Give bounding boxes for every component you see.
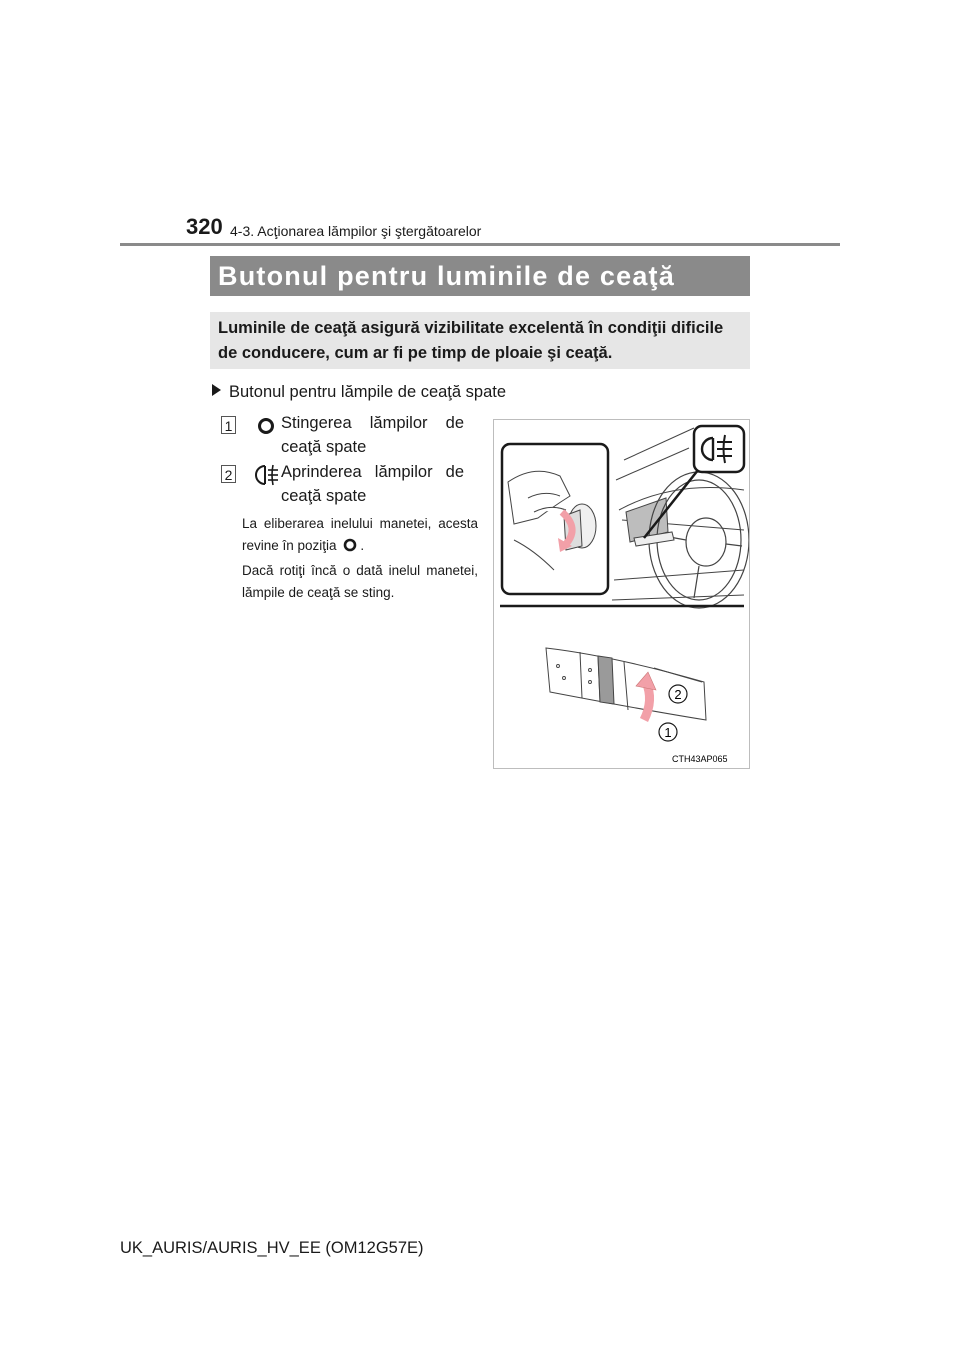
fog-switch-illustration	[494, 420, 749, 768]
release-note-end: .	[360, 538, 365, 553]
callout-1: 1	[664, 725, 672, 740]
illustration-figure	[493, 419, 750, 769]
header-rule	[120, 243, 840, 246]
page-number: 320	[186, 214, 223, 239]
item-number-2: 2	[221, 465, 236, 483]
footer-model-code: UK_AURIS/AURIS_HV_EE (OM12G57E)	[120, 1239, 424, 1257]
triangle-bullet-icon	[212, 384, 221, 396]
callout-2: 2	[674, 687, 682, 702]
fog-off-icon	[256, 417, 276, 435]
section-title: 4-3. Acţionarea lămpilor şi ştergătoarelor	[230, 223, 482, 239]
item-number-1: 1	[221, 416, 236, 434]
subhead	[212, 383, 506, 402]
fog-off-icon	[342, 538, 358, 552]
page-title: Butonul pentru luminile de ceaţă	[210, 256, 750, 296]
item-text-2: Aprinderea lămpilor de ceaţă spate	[281, 463, 464, 505]
intro-box: Luminile de ceaţă asigură vizibilitate excelentă în condiţii dificile de conducere, cum ar fi pe timp de ploaie şi ceaţă.	[210, 312, 750, 369]
release-note-text: La eliberarea inelului manetei, acesta revine în poziţia	[242, 516, 478, 553]
subhead-text: Butonul pentru lămpile de ceaţă spate	[229, 383, 507, 401]
figure-code: CTH43AP065	[672, 754, 728, 764]
turn-again-note: Dacă rotiţi încă o dată inelul manetei, lămpile de ceaţă se sting.	[242, 563, 478, 600]
rear-fog-lamp-icon	[254, 464, 280, 486]
release-note	[242, 513, 478, 557]
item-text-1: Stingerea lămpilor de ceaţă spate	[281, 414, 464, 456]
